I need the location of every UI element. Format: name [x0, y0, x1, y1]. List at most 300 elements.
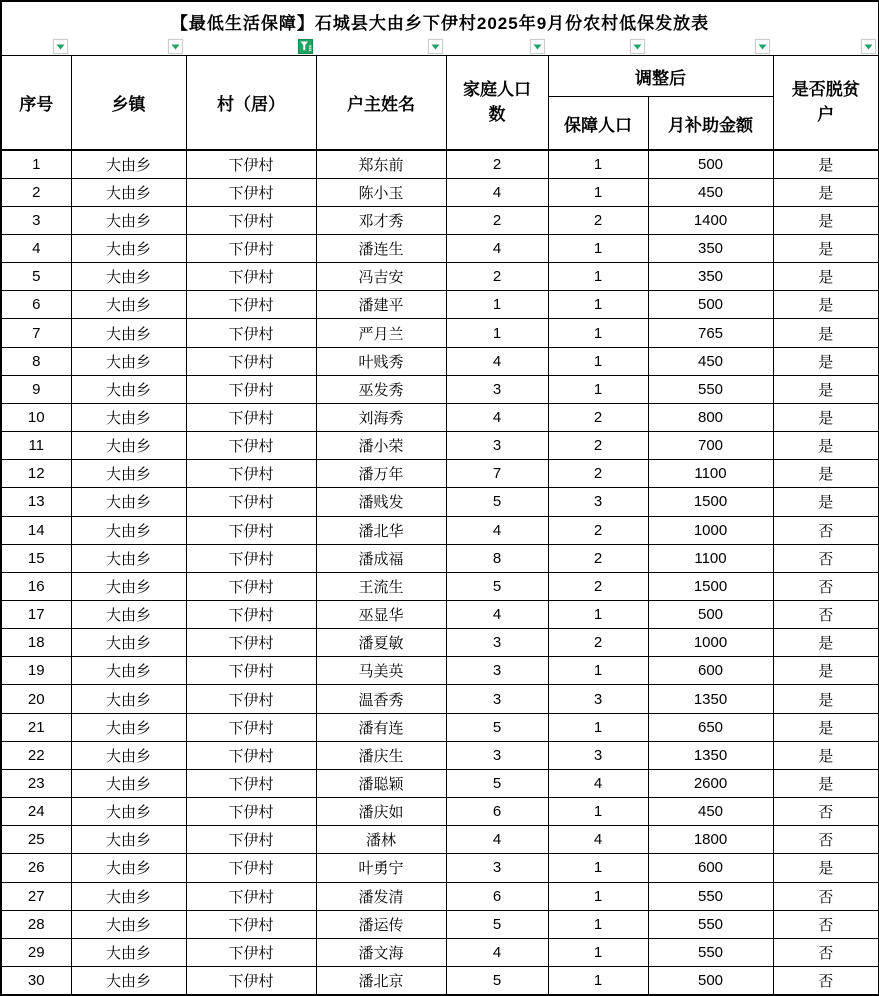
cell-seq[interactable]: 25: [1, 826, 71, 854]
cell-amount[interactable]: 1100: [648, 460, 773, 488]
cell-village[interactable]: 下伊村: [186, 657, 316, 685]
cell-village[interactable]: 下伊村: [186, 263, 316, 291]
cell-amount[interactable]: 450: [648, 178, 773, 206]
cell-poverty-flag[interactable]: 是: [773, 741, 879, 769]
cell-township[interactable]: 大由乡: [71, 375, 186, 403]
header-protected-pop[interactable]: 保障人口: [548, 97, 648, 151]
cell-family-pop[interactable]: 3: [446, 657, 548, 685]
cell-township[interactable]: 大由乡: [71, 234, 186, 262]
cell-protected-pop[interactable]: 2: [548, 544, 648, 572]
cell-head-name[interactable]: 邓才秀: [316, 206, 446, 234]
cell-poverty-flag[interactable]: 是: [773, 347, 879, 375]
cell-protected-pop[interactable]: 1: [548, 263, 648, 291]
cell-amount[interactable]: 800: [648, 403, 773, 431]
cell-family-pop[interactable]: 2: [446, 206, 548, 234]
cell-protected-pop[interactable]: 1: [548, 178, 648, 206]
filter-arrow-icon: [56, 44, 65, 50]
cell-seq[interactable]: 22: [1, 741, 71, 769]
cell-village[interactable]: 下伊村: [186, 488, 316, 516]
cell-township[interactable]: 大由乡: [71, 572, 186, 600]
cell-amount[interactable]: 1350: [648, 741, 773, 769]
table-row: [1, 319, 879, 347]
cell-protected-pop[interactable]: 1: [548, 150, 648, 178]
cell-amount[interactable]: 550: [648, 938, 773, 966]
cell-poverty-flag[interactable]: 是: [773, 488, 879, 516]
cell-family-pop[interactable]: 4: [446, 516, 548, 544]
cell-village[interactable]: 下伊村: [186, 347, 316, 375]
cell-poverty-flag[interactable]: 是: [773, 432, 879, 460]
cell-head-name[interactable]: 潘连生: [316, 234, 446, 262]
cell-amount[interactable]: 765: [648, 319, 773, 347]
cell-township[interactable]: 大由乡: [71, 544, 186, 572]
cell-village[interactable]: 下伊村: [186, 629, 316, 657]
cell-protected-pop[interactable]: 3: [548, 488, 648, 516]
cell-protected-pop[interactable]: 3: [548, 685, 648, 713]
cell-township[interactable]: 大由乡: [71, 263, 186, 291]
cell-seq[interactable]: 19: [1, 657, 71, 685]
cell-protected-pop[interactable]: 1: [548, 713, 648, 741]
cell-poverty-flag[interactable]: 是: [773, 319, 879, 347]
cell-seq[interactable]: 27: [1, 882, 71, 910]
cell-protected-pop[interactable]: 1: [548, 234, 648, 262]
cell-township[interactable]: 大由乡: [71, 798, 186, 826]
cell-township[interactable]: 大由乡: [71, 967, 186, 995]
cell-protected-pop[interactable]: 2: [548, 572, 648, 600]
table-row: [1, 460, 879, 488]
cell-protected-pop[interactable]: 1: [548, 319, 648, 347]
cell-family-pop[interactable]: 1: [446, 319, 548, 347]
cell-amount[interactable]: 600: [648, 854, 773, 882]
cell-seq[interactable]: 10: [1, 403, 71, 431]
filter-dropdown-col5[interactable]: [530, 39, 545, 54]
cell-poverty-flag[interactable]: 否: [773, 967, 879, 995]
cell-amount[interactable]: 1500: [648, 488, 773, 516]
cell-family-pop[interactable]: 5: [446, 572, 548, 600]
cell-seq[interactable]: 11: [1, 432, 71, 460]
filter-arrow-icon: [758, 44, 767, 50]
cell-village[interactable]: 下伊村: [186, 601, 316, 629]
cell-amount[interactable]: 1500: [648, 572, 773, 600]
cell-seq[interactable]: 2: [1, 178, 71, 206]
cell-protected-pop[interactable]: 1: [548, 910, 648, 938]
cell-protected-pop[interactable]: 3: [548, 741, 648, 769]
cell-family-pop[interactable]: 4: [446, 347, 548, 375]
filter-arrow-icon: [864, 44, 873, 50]
cell-village[interactable]: 下伊村: [186, 967, 316, 995]
cell-village[interactable]: 下伊村: [186, 375, 316, 403]
cell-seq[interactable]: 30: [1, 967, 71, 995]
table-row: [1, 488, 879, 516]
cell-village[interactable]: 下伊村: [186, 854, 316, 882]
cell-head-name[interactable]: 潘北华: [316, 516, 446, 544]
cell-seq[interactable]: 24: [1, 798, 71, 826]
cell-village[interactable]: 下伊村: [186, 291, 316, 319]
cell-head-name[interactable]: 潘成福: [316, 544, 446, 572]
cell-poverty-flag[interactable]: 是: [773, 150, 879, 178]
cell-poverty-flag[interactable]: 是: [773, 685, 879, 713]
cell-protected-pop[interactable]: 1: [548, 601, 648, 629]
cell-township[interactable]: 大由乡: [71, 741, 186, 769]
cell-poverty-flag[interactable]: 是: [773, 769, 879, 797]
cell-village[interactable]: 下伊村: [186, 741, 316, 769]
cell-township[interactable]: 大由乡: [71, 713, 186, 741]
cell-township[interactable]: 大由乡: [71, 769, 186, 797]
cell-poverty-flag[interactable]: 否: [773, 910, 879, 938]
table-row: [1, 882, 879, 910]
cell-family-pop[interactable]: 3: [446, 685, 548, 713]
cell-township[interactable]: 大由乡: [71, 432, 186, 460]
table-row: [1, 544, 879, 572]
cell-poverty-flag[interactable]: 是: [773, 234, 879, 262]
cell-head-name[interactable]: 潘运传: [316, 910, 446, 938]
cell-protected-pop[interactable]: 2: [548, 432, 648, 460]
cell-protected-pop[interactable]: 1: [548, 657, 648, 685]
cell-amount[interactable]: 650: [648, 713, 773, 741]
cell-poverty-flag[interactable]: 是: [773, 460, 879, 488]
cell-seq[interactable]: 4: [1, 234, 71, 262]
cell-village[interactable]: 下伊村: [186, 178, 316, 206]
cell-head-name[interactable]: 潘林: [316, 826, 446, 854]
cell-head-name[interactable]: 潘庆生: [316, 741, 446, 769]
cell-family-pop[interactable]: 5: [446, 967, 548, 995]
table-row: [1, 516, 879, 544]
cell-village[interactable]: 下伊村: [186, 910, 316, 938]
cell-head-name[interactable]: 叶勇宁: [316, 854, 446, 882]
table-row: [1, 178, 879, 206]
table-row: [1, 629, 879, 657]
cell-head-name[interactable]: 王流生: [316, 572, 446, 600]
cell-amount[interactable]: 550: [648, 375, 773, 403]
cell-family-pop[interactable]: 3: [446, 375, 548, 403]
cell-family-pop[interactable]: 3: [446, 741, 548, 769]
cell-village[interactable]: 下伊村: [186, 150, 316, 178]
cell-seq[interactable]: 16: [1, 572, 71, 600]
cell-protected-pop[interactable]: 1: [548, 854, 648, 882]
cell-amount[interactable]: 550: [648, 910, 773, 938]
cell-township[interactable]: 大由乡: [71, 488, 186, 516]
cell-amount[interactable]: 1000: [648, 629, 773, 657]
cell-head-name[interactable]: 潘庆如: [316, 798, 446, 826]
cell-village[interactable]: 下伊村: [186, 403, 316, 431]
page-title: 【最低生活保障】石城县大由乡下伊村2025年9月份农村低保发放表: [170, 14, 710, 33]
cell-head-name[interactable]: 潘文海: [316, 938, 446, 966]
cell-seq[interactable]: 13: [1, 488, 71, 516]
cell-family-pop[interactable]: 4: [446, 178, 548, 206]
cell-amount[interactable]: 550: [648, 882, 773, 910]
cell-amount[interactable]: 1800: [648, 826, 773, 854]
header-monthly-amount[interactable]: 月补助金额: [648, 97, 773, 151]
cell-family-pop[interactable]: 6: [446, 882, 548, 910]
filter-dropdown-col8[interactable]: [861, 39, 876, 54]
cell-family-pop[interactable]: 4: [446, 601, 548, 629]
cell-family-pop[interactable]: 4: [446, 234, 548, 262]
cell-family-pop[interactable]: 1: [446, 291, 548, 319]
table-row: [1, 910, 879, 938]
cell-seq[interactable]: 17: [1, 601, 71, 629]
cell-township[interactable]: 大由乡: [71, 601, 186, 629]
cell-village[interactable]: 下伊村: [186, 713, 316, 741]
cell-protected-pop[interactable]: 1: [548, 375, 648, 403]
table-row: [1, 403, 879, 431]
cell-village[interactable]: 下伊村: [186, 769, 316, 797]
cell-township[interactable]: 大由乡: [71, 826, 186, 854]
cell-township[interactable]: 大由乡: [71, 347, 186, 375]
table-row: [1, 601, 879, 629]
cell-amount[interactable]: 600: [648, 657, 773, 685]
cell-protected-pop[interactable]: 2: [548, 460, 648, 488]
table-row: [1, 741, 879, 769]
cell-head-name[interactable]: 陈小玉: [316, 178, 446, 206]
filter-arrow-icon: [171, 44, 180, 50]
cell-village[interactable]: 下伊村: [186, 319, 316, 347]
cell-village[interactable]: 下伊村: [186, 432, 316, 460]
cell-family-pop[interactable]: 3: [446, 854, 548, 882]
cell-amount[interactable]: 1000: [648, 516, 773, 544]
cell-protected-pop[interactable]: 1: [548, 882, 648, 910]
filter-dropdown-col6[interactable]: [630, 39, 645, 54]
cell-amount[interactable]: 500: [648, 291, 773, 319]
cell-family-pop[interactable]: 2: [446, 263, 548, 291]
cell-township[interactable]: 大由乡: [71, 150, 186, 178]
cell-township[interactable]: 大由乡: [71, 516, 186, 544]
header-poverty-label: 是否脱贫户: [791, 79, 860, 124]
title-cell[interactable]: [1, 1, 879, 56]
cell-seq[interactable]: 15: [1, 544, 71, 572]
cell-village[interactable]: 下伊村: [186, 572, 316, 600]
cell-amount[interactable]: 1350: [648, 685, 773, 713]
cell-family-pop[interactable]: 6: [446, 798, 548, 826]
table-row: [1, 432, 879, 460]
cell-township[interactable]: 大由乡: [71, 319, 186, 347]
cell-family-pop[interactable]: 4: [446, 826, 548, 854]
cell-seq[interactable]: 7: [1, 319, 71, 347]
table-row: [1, 769, 879, 797]
cell-amount[interactable]: 450: [648, 798, 773, 826]
cell-village[interactable]: 下伊村: [186, 685, 316, 713]
table-row: [1, 685, 879, 713]
cell-amount[interactable]: 1400: [648, 206, 773, 234]
table-row: [1, 938, 879, 966]
table-row: [1, 347, 879, 375]
table-row: [1, 206, 879, 234]
cell-poverty-flag[interactable]: 是: [773, 263, 879, 291]
cell-village[interactable]: 下伊村: [186, 516, 316, 544]
cell-head-name[interactable]: 潘北京: [316, 967, 446, 995]
cell-amount[interactable]: 500: [648, 601, 773, 629]
cell-amount[interactable]: 500: [648, 967, 773, 995]
cell-township[interactable]: 大由乡: [71, 206, 186, 234]
filter-dropdown-col3-active[interactable]: [298, 39, 313, 54]
cell-head-name[interactable]: 巫显华: [316, 601, 446, 629]
cell-family-pop[interactable]: 8: [446, 544, 548, 572]
cell-seq[interactable]: 12: [1, 460, 71, 488]
cell-seq[interactable]: 26: [1, 854, 71, 882]
cell-township[interactable]: 大由乡: [71, 938, 186, 966]
cell-township[interactable]: 大由乡: [71, 403, 186, 431]
cell-amount[interactable]: 2600: [648, 769, 773, 797]
cell-township[interactable]: 大由乡: [71, 291, 186, 319]
cell-family-pop[interactable]: 3: [446, 432, 548, 460]
cell-seq[interactable]: 20: [1, 685, 71, 713]
filter-dropdown-col7[interactable]: [755, 39, 770, 54]
table-row: [1, 150, 879, 178]
cell-amount[interactable]: 350: [648, 234, 773, 262]
cell-protected-pop[interactable]: 4: [548, 769, 648, 797]
table-body: [1, 150, 879, 995]
cell-family-pop[interactable]: 7: [446, 460, 548, 488]
table-row: [1, 572, 879, 600]
cell-protected-pop[interactable]: 2: [548, 516, 648, 544]
cell-poverty-flag[interactable]: 否: [773, 516, 879, 544]
table-row: [1, 713, 879, 741]
cell-head-name[interactable]: 潘小荣: [316, 432, 446, 460]
cell-village[interactable]: 下伊村: [186, 882, 316, 910]
cell-village[interactable]: 下伊村: [186, 826, 316, 854]
cell-poverty-flag[interactable]: 是: [773, 375, 879, 403]
cell-township[interactable]: 大由乡: [71, 629, 186, 657]
cell-township[interactable]: 大由乡: [71, 657, 186, 685]
filter-arrow-icon: [633, 44, 642, 50]
filter-funnel-icon: [299, 40, 312, 53]
header-village[interactable]: 村（居）: [186, 56, 316, 151]
cell-head-name[interactable]: 刘海秀: [316, 403, 446, 431]
table-row: [1, 798, 879, 826]
cell-family-pop[interactable]: 5: [446, 910, 548, 938]
cell-township[interactable]: 大由乡: [71, 910, 186, 938]
cell-amount[interactable]: 700: [648, 432, 773, 460]
cell-poverty-flag[interactable]: 否: [773, 544, 879, 572]
cell-head-name[interactable]: 潘发清: [316, 882, 446, 910]
cell-protected-pop[interactable]: 1: [548, 798, 648, 826]
cell-seq[interactable]: 29: [1, 938, 71, 966]
filter-arrow-icon: [431, 44, 440, 50]
cell-seq[interactable]: 1: [1, 150, 71, 178]
filter-arrow-icon: [533, 44, 542, 50]
cell-family-pop[interactable]: 5: [446, 488, 548, 516]
filter-dropdown-col4[interactable]: [428, 39, 443, 54]
cell-poverty-flag[interactable]: 是: [773, 629, 879, 657]
header-poverty[interactable]: [773, 56, 879, 151]
cell-seq[interactable]: 6: [1, 291, 71, 319]
cell-protected-pop[interactable]: 1: [548, 347, 648, 375]
cell-head-name[interactable]: 温香秀: [316, 685, 446, 713]
header-head-name[interactable]: 户主姓名: [316, 56, 446, 151]
cell-poverty-flag[interactable]: 否: [773, 798, 879, 826]
table-row: [1, 657, 879, 685]
cell-township[interactable]: 大由乡: [71, 178, 186, 206]
cell-village[interactable]: 下伊村: [186, 234, 316, 262]
cell-township[interactable]: 大由乡: [71, 685, 186, 713]
cell-village[interactable]: 下伊村: [186, 798, 316, 826]
cell-village[interactable]: 下伊村: [186, 206, 316, 234]
table-row: [1, 967, 879, 995]
cell-township[interactable]: 大由乡: [71, 854, 186, 882]
header-township[interactable]: 乡镇: [71, 56, 186, 151]
cell-amount[interactable]: 500: [648, 150, 773, 178]
cell-amount[interactable]: 1100: [648, 544, 773, 572]
cell-amount[interactable]: 350: [648, 263, 773, 291]
header-family-pop-label: 家庭人口数: [462, 79, 531, 124]
cell-family-pop[interactable]: 5: [446, 713, 548, 741]
cell-protected-pop[interactable]: 1: [548, 291, 648, 319]
cell-protected-pop[interactable]: 2: [548, 403, 648, 431]
cell-poverty-flag[interactable]: 否: [773, 882, 879, 910]
cell-protected-pop[interactable]: 2: [548, 206, 648, 234]
cell-head-name[interactable]: 冯吉安: [316, 263, 446, 291]
cell-seq[interactable]: 9: [1, 375, 71, 403]
header-adjusted[interactable]: 调整后: [548, 56, 773, 97]
cell-seq[interactable]: 8: [1, 347, 71, 375]
cell-head-name[interactable]: 潘夏敏: [316, 629, 446, 657]
table-row: [1, 826, 879, 854]
table-row: [1, 234, 879, 262]
cell-amount[interactable]: 450: [648, 347, 773, 375]
cell-poverty-flag[interactable]: 是: [773, 657, 879, 685]
cell-protected-pop[interactable]: 1: [548, 938, 648, 966]
cell-seq[interactable]: 3: [1, 206, 71, 234]
table-row: [1, 263, 879, 291]
cell-poverty-flag[interactable]: 否: [773, 601, 879, 629]
header-family-pop[interactable]: [446, 56, 548, 151]
cell-seq[interactable]: 21: [1, 713, 71, 741]
cell-head-name[interactable]: 马美英: [316, 657, 446, 685]
cell-poverty-flag[interactable]: 是: [773, 206, 879, 234]
cell-head-name[interactable]: 潘建平: [316, 291, 446, 319]
cell-village[interactable]: 下伊村: [186, 544, 316, 572]
table-row: [1, 375, 879, 403]
cell-poverty-flag[interactable]: 是: [773, 403, 879, 431]
cell-family-pop[interactable]: 2: [446, 150, 548, 178]
cell-seq[interactable]: 23: [1, 769, 71, 797]
header-seq[interactable]: 序号: [1, 56, 71, 151]
cell-poverty-flag[interactable]: 否: [773, 826, 879, 854]
cell-head-name[interactable]: 巫发秀: [316, 375, 446, 403]
cell-family-pop[interactable]: 4: [446, 938, 548, 966]
cell-protected-pop[interactable]: 4: [548, 826, 648, 854]
table-row: [1, 854, 879, 882]
cell-poverty-flag[interactable]: 否: [773, 938, 879, 966]
cell-village[interactable]: 下伊村: [186, 460, 316, 488]
cell-village[interactable]: 下伊村: [186, 938, 316, 966]
cell-township[interactable]: 大由乡: [71, 460, 186, 488]
cell-protected-pop[interactable]: 1: [548, 967, 648, 995]
cell-head-name[interactable]: 潘聪颖: [316, 769, 446, 797]
cell-head-name[interactable]: 郑东前: [316, 150, 446, 178]
cell-protected-pop[interactable]: 2: [548, 629, 648, 657]
cell-poverty-flag[interactable]: 是: [773, 291, 879, 319]
table-row: [1, 291, 879, 319]
cell-family-pop[interactable]: 3: [446, 629, 548, 657]
cell-head-name[interactable]: 潘有连: [316, 713, 446, 741]
cell-head-name[interactable]: 严月兰: [316, 319, 446, 347]
cell-poverty-flag[interactable]: 是: [773, 178, 879, 206]
cell-family-pop[interactable]: 4: [446, 403, 548, 431]
filter-dropdown-col1[interactable]: [53, 39, 68, 54]
cell-head-name[interactable]: 潘贱发: [316, 488, 446, 516]
filter-dropdown-col2[interactable]: [168, 39, 183, 54]
cell-poverty-flag[interactable]: 否: [773, 572, 879, 600]
cell-seq[interactable]: 18: [1, 629, 71, 657]
cell-seq[interactable]: 14: [1, 516, 71, 544]
cell-seq[interactable]: 28: [1, 910, 71, 938]
cell-seq[interactable]: 5: [1, 263, 71, 291]
cell-head-name[interactable]: 潘万年: [316, 460, 446, 488]
cell-poverty-flag[interactable]: 是: [773, 854, 879, 882]
cell-family-pop[interactable]: 5: [446, 769, 548, 797]
cell-poverty-flag[interactable]: 是: [773, 713, 879, 741]
cell-head-name[interactable]: 叶贱秀: [316, 347, 446, 375]
cell-township[interactable]: 大由乡: [71, 882, 186, 910]
